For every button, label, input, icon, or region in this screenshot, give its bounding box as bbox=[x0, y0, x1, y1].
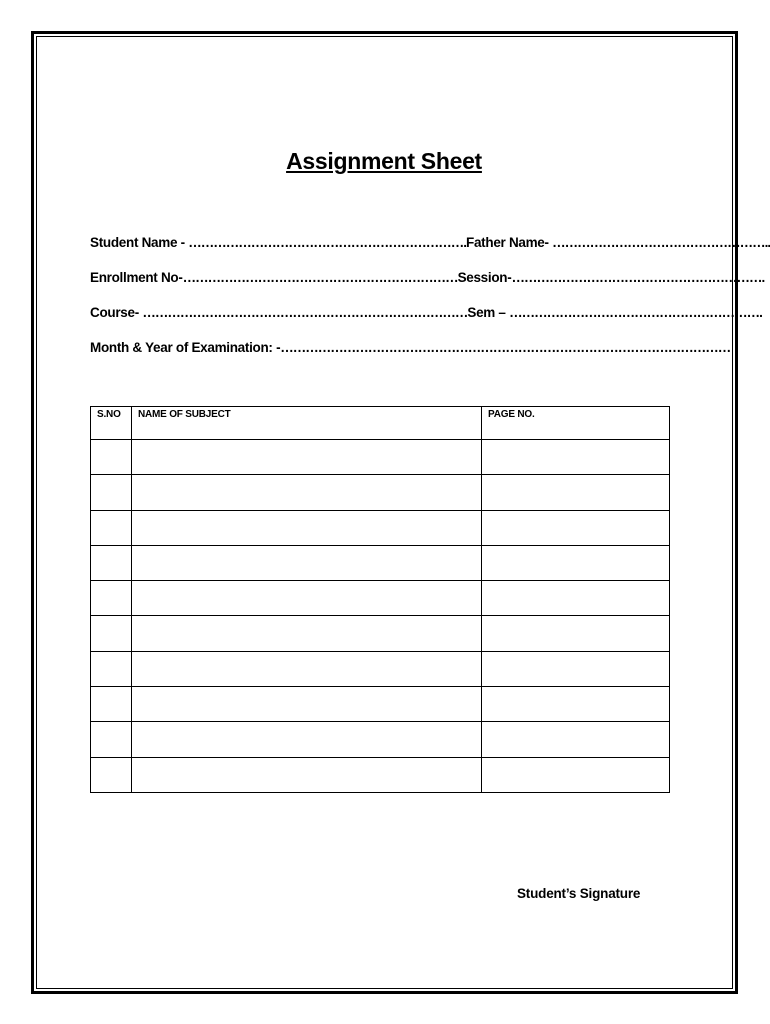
session-field[interactable]: ……………………………………………………. bbox=[511, 270, 765, 285]
student-name-label: Student Name - bbox=[90, 235, 189, 250]
sem-label: Sem – bbox=[467, 305, 510, 320]
sno-cell[interactable] bbox=[91, 440, 132, 475]
sno-cell[interactable] bbox=[91, 651, 132, 686]
page-no-cell[interactable] bbox=[482, 581, 670, 616]
exam-field[interactable]: ……………………………………………………………………………………………… bbox=[280, 340, 731, 355]
sno-cell[interactable] bbox=[91, 757, 132, 792]
page-no-cell[interactable] bbox=[482, 616, 670, 651]
student-name-field[interactable]: …………………………………………………………. bbox=[188, 235, 467, 250]
header-subject: NAME OF SUBJECT bbox=[132, 407, 482, 440]
subject-cell[interactable] bbox=[132, 440, 482, 475]
table-header-row bbox=[91, 407, 670, 440]
table-row bbox=[91, 581, 670, 616]
enrollment-label: Enrollment No- bbox=[90, 270, 183, 285]
father-name-label: Father Name- bbox=[466, 235, 553, 250]
table-row bbox=[91, 545, 670, 580]
page-no-cell[interactable] bbox=[482, 545, 670, 580]
sem-field[interactable]: ……………………………………………………. bbox=[509, 305, 762, 320]
subject-cell[interactable] bbox=[132, 757, 482, 792]
student-signature-label: Student’s Signature bbox=[517, 886, 641, 901]
page-no-cell[interactable] bbox=[482, 687, 670, 722]
sno-cell[interactable] bbox=[91, 545, 132, 580]
sno-cell[interactable] bbox=[91, 475, 132, 510]
table-row bbox=[91, 510, 670, 545]
subject-cell[interactable] bbox=[132, 545, 482, 580]
subject-cell[interactable] bbox=[132, 651, 482, 686]
table-row bbox=[91, 616, 670, 651]
sno-cell[interactable] bbox=[91, 687, 132, 722]
session-label: Session- bbox=[457, 270, 512, 285]
table-row bbox=[91, 440, 670, 475]
enrollment-field[interactable]: ………………………………………………………… bbox=[182, 270, 458, 285]
page-no-cell[interactable] bbox=[482, 757, 670, 792]
course-sem-row bbox=[90, 304, 762, 322]
exam-label: Month & Year of Examination: - bbox=[90, 340, 281, 355]
course-label: Course- bbox=[90, 305, 143, 320]
table-row bbox=[91, 722, 670, 757]
subject-cell[interactable] bbox=[132, 581, 482, 616]
table-row bbox=[91, 757, 670, 792]
page-no-cell[interactable] bbox=[482, 510, 670, 545]
student-father-row bbox=[90, 234, 770, 252]
subject-cell[interactable] bbox=[132, 475, 482, 510]
enrollment-session-row bbox=[90, 269, 765, 287]
father-name-field[interactable]: …………………………………………….. bbox=[552, 235, 770, 250]
header-page-no: PAGE NO. bbox=[482, 407, 670, 440]
course-field[interactable]: …………………………………………………………………… bbox=[142, 305, 468, 320]
sno-cell[interactable] bbox=[91, 581, 132, 616]
table-row bbox=[91, 475, 670, 510]
page-no-cell[interactable] bbox=[482, 475, 670, 510]
table-row bbox=[91, 651, 670, 686]
sno-cell[interactable] bbox=[91, 510, 132, 545]
page-no-cell[interactable] bbox=[482, 722, 670, 757]
page-no-cell[interactable] bbox=[482, 440, 670, 475]
subject-cell[interactable] bbox=[132, 687, 482, 722]
header-sno: S.NO bbox=[91, 407, 132, 440]
subject-cell[interactable] bbox=[132, 510, 482, 545]
page-no-cell[interactable] bbox=[482, 651, 670, 686]
table-row bbox=[91, 687, 670, 722]
subject-cell[interactable] bbox=[132, 616, 482, 651]
exam-row bbox=[90, 339, 731, 357]
subject-cell[interactable] bbox=[132, 722, 482, 757]
sno-cell[interactable] bbox=[91, 616, 132, 651]
sno-cell[interactable] bbox=[91, 722, 132, 757]
document-title: Assignment Sheet bbox=[286, 148, 482, 174]
subjects-table bbox=[90, 406, 670, 793]
